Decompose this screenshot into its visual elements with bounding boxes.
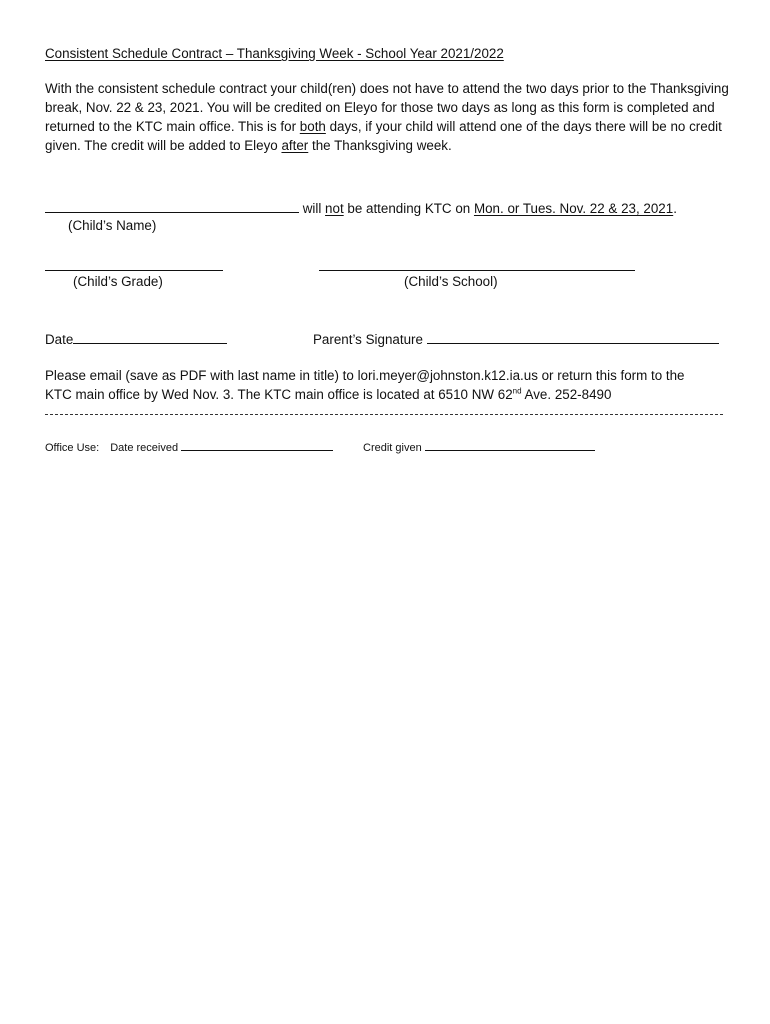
attendance-period: . (673, 201, 677, 216)
signature-row (313, 330, 719, 347)
cut-divider (45, 414, 723, 415)
child-school-field[interactable] (319, 257, 635, 271)
email-note-text-a: KTC main office by Wed Nov. 3. The KTC main office is located at 6510 NW 62 (45, 387, 513, 402)
date-field[interactable] (73, 330, 227, 344)
office-use-label: Office Use: (45, 442, 100, 454)
attendance-be-attending: be attending KTC on (343, 201, 474, 216)
email-note-text-b: Ave. 252-8490 (521, 387, 612, 402)
date-label: Date (45, 332, 74, 347)
child-grade-field[interactable] (45, 257, 223, 271)
signature-field[interactable] (427, 330, 719, 344)
form-title: Consistent Schedule Contract – Thanksgiving Week - School Year 2021/2022 (45, 46, 504, 61)
intro-text-2: days, if your child will attend one of the days there will be no credit given. The credit will be added to Eleyo (45, 119, 722, 153)
intro-after: after (281, 138, 309, 153)
email-note-sup: nd (512, 386, 522, 396)
intro-paragraph (45, 79, 735, 155)
child-grade-label: (Child’s Grade) (73, 274, 163, 289)
attendance-not: not (325, 201, 344, 216)
attendance-line (45, 199, 677, 216)
credit-given-field[interactable] (425, 439, 595, 451)
child-name-label: (Child’s Name) (68, 218, 157, 233)
child-name-field[interactable] (45, 199, 299, 213)
office-use-row (45, 439, 333, 454)
date-row (45, 330, 227, 347)
email-note-line-1: Please email (save as PDF with last name in title) to lori.meyer@johnston.k12.ia.us or return this form to the (45, 368, 685, 383)
date-received-field[interactable] (181, 439, 333, 451)
intro-text-3: the Thanksgiving week. (308, 138, 452, 153)
attendance-will: will (299, 201, 326, 216)
attendance-dates: Mon. or Tues. Nov. 22 & 23, 2021 (473, 201, 674, 216)
email-note-line-2 (45, 387, 611, 402)
credit-given-row (363, 439, 595, 454)
intro-text-1: With the consistent schedule contract your child(ren) does not have to attend the two days prior to the Thanksgiving break, Nov. 22 & 23, 2021. You will be credited on Eleyo for those two days as long as this form is completed and returned to the KTC main office. This is for (45, 81, 729, 134)
credit-given-label: Credit given (363, 442, 425, 454)
signature-label: Parent’s Signature (313, 332, 427, 347)
intro-both: both (299, 119, 326, 134)
child-school-label: (Child’s School) (404, 274, 498, 289)
date-received-label: Date received (110, 442, 182, 454)
